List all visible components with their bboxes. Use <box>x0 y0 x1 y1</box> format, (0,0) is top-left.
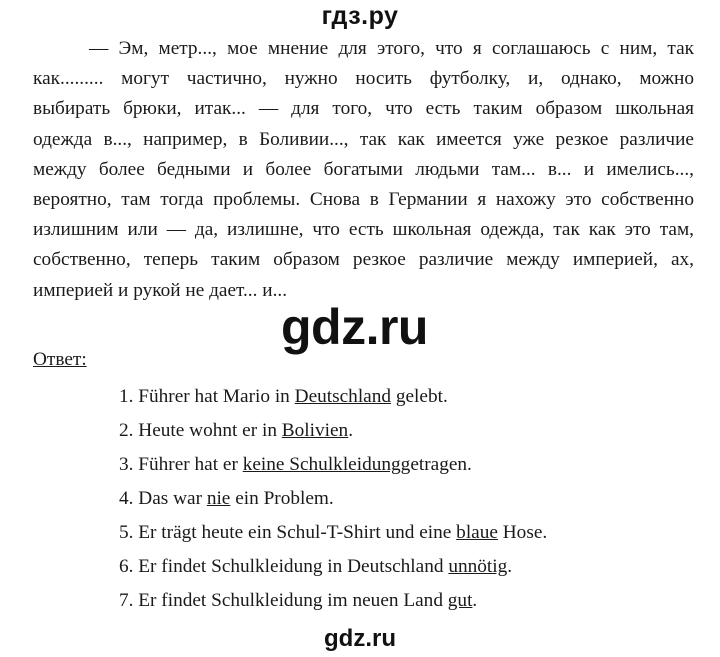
answer-list <box>119 382 547 620</box>
text-paragraph <box>33 34 694 306</box>
answer-item <box>119 450 547 484</box>
answer-text: . <box>507 556 513 577</box>
watermark-bottom: gdz.ru <box>324 625 396 652</box>
watermark-top: гдз.ру <box>321 2 399 30</box>
answer-underlined: unnötig <box>448 556 508 577</box>
answer-underlined: keine Schulkleidung <box>242 454 401 475</box>
answer-text: 1. Führer hat Mario in <box>119 386 295 407</box>
paragraph-line: между более бедными и более богатыми людьми там... в... и имелись..., <box>33 158 694 180</box>
answer-item <box>119 382 547 416</box>
answer-text: 6. Er findet Schulkleidung in Deutschland <box>119 556 449 577</box>
answer-underlined: Bolivien <box>281 420 349 441</box>
paragraph-line: — Эм, метр..., мое мнение для этого, что я соглашаюсь с ним, так <box>89 38 694 59</box>
watermark-center: gdz.ru <box>281 299 428 355</box>
answer-item <box>119 586 547 620</box>
paragraph-line: вероятно, там тогда проблемы. Снова в Германии я нахожу это собственно <box>33 189 694 211</box>
paragraph-line: собственно, теперь таким образом резкое различие между империей, ах, <box>33 249 694 271</box>
answer-underlined: gut <box>447 590 473 611</box>
paragraph-line: империей и рукой не дает... и... <box>33 279 288 301</box>
answer-text: getragen. <box>400 454 472 475</box>
paragraph-line: одежда в..., например, в Боливии..., так как имеется уже резкое различие <box>33 128 694 150</box>
answer-text: Hose. <box>497 522 548 543</box>
answer-item <box>119 484 547 518</box>
answer-text: . <box>348 420 354 441</box>
answer-underlined: blaue <box>456 522 498 543</box>
answer-underlined: Deutschland <box>294 386 392 407</box>
answer-text: . <box>472 590 478 611</box>
answer-text: 3. Führer hat er <box>119 454 243 475</box>
answer-text: 4. Das war <box>119 488 207 509</box>
answer-item <box>119 518 547 552</box>
paragraph-line: как......... могут частично, нужно носить футболку, и, однако, можно <box>33 68 694 90</box>
answer-text: 7. Er findet Schulkleidung im neuen Land <box>119 590 448 611</box>
answer-label: Ответ: <box>33 349 87 370</box>
answer-text: gelebt. <box>391 386 448 407</box>
answer-text: 5. Er trägt heute ein Schul-T-Shirt und eine <box>119 522 457 543</box>
paragraph-line: излишним или — да, излишне, что есть школьная одежда, так как это там, <box>33 219 694 241</box>
answer-text: ein Problem. <box>230 488 334 509</box>
answer-text: 2. Heute wohnt er in <box>119 420 282 441</box>
answer-item <box>119 416 547 450</box>
answer-underlined: nie <box>206 488 231 509</box>
paragraph-line: выбирать брюки, итак... — для того, что есть таким образом школьная <box>33 98 694 120</box>
answer-item <box>119 552 547 586</box>
